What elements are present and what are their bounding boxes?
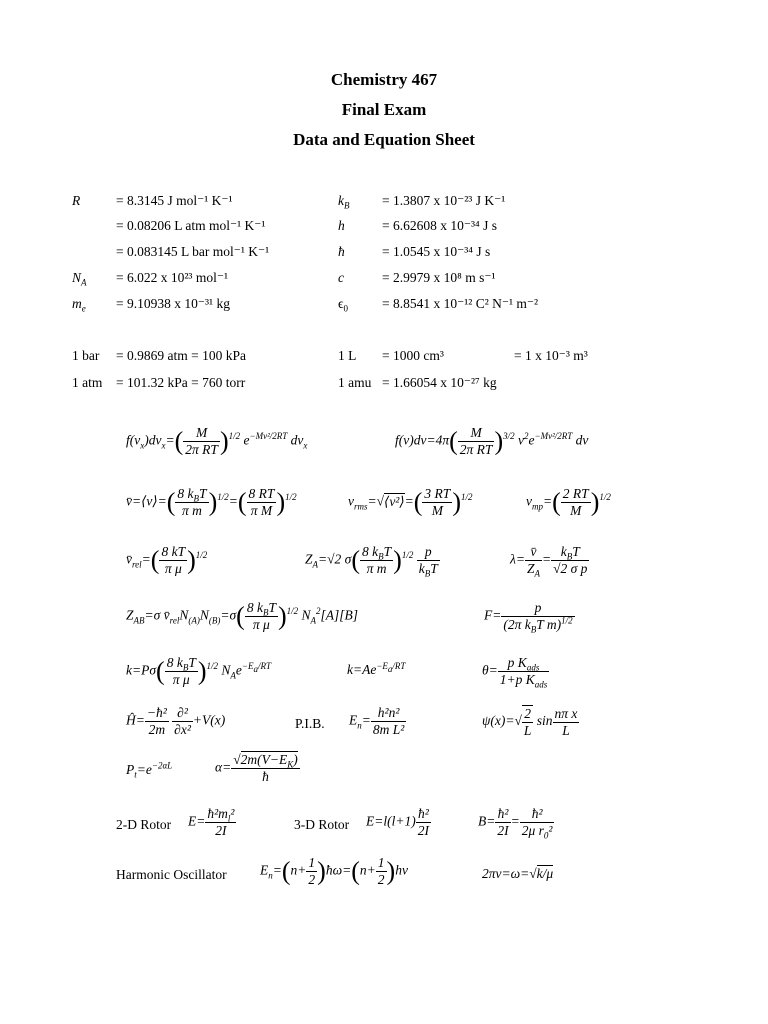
value-bar: = 0.9869 atm = 100 kPa: [116, 348, 246, 363]
label-2d-rotor: 2-D Rotor: [116, 817, 172, 832]
value-R-bar: = 0.083145 L bar mol⁻¹ K⁻¹: [116, 244, 270, 259]
eq-hamiltonian: Ĥ= $\frac{\text{−ħ²}}{2m}$ $\frac{\text{∂²}}{\text{∂x²}}$ +V(x): [126, 705, 226, 737]
value-amu: = 1.66054 x 10⁻²⁷ kg: [382, 375, 497, 390]
eq-collision-freq: $Z_A=√2$ σ( $\frac{8 k_BT}{\text{π m}}$ )$^{1/2}$ $\frac{p}{k_BT}$: [305, 544, 438, 579]
eq-langmuir: θ= $\frac{p K_{ads}}{1+p K_{ads}}$: [482, 655, 548, 690]
eq-relative-speed: $v̄_{rel}=$( $\frac{8 kT}{\text{π μ}}$ )$^{1/2}$: [126, 544, 208, 576]
eq-flux: F= $\frac{p}{(2\pi k_BT m)^{1/2}}$: [484, 600, 573, 635]
eq-3d-rotor: E=l(l+1) $\frac{\text{ħ²}}{2I}$: [366, 806, 429, 838]
value-atm: = 101.32 kPa = 760 torr: [116, 375, 246, 390]
eq-pib-energy: $E_n=$ $\frac{\text{h²n²}}{\text{8m L²}}$: [349, 705, 405, 737]
eq-tunneling: $P_t=e^{-2\alpha L}$: [126, 760, 173, 780]
value-eps0: = 8.8541 x 10⁻¹² C² N⁻¹ m⁻²: [382, 296, 539, 311]
label-harmonic-oscillator: Harmonic Oscillator: [116, 867, 227, 882]
eq-pib-wavefunction: ψ(x)=√ $\frac{2}{L}$ sin $\frac{\text{nπ x}}{L}$: [482, 705, 578, 738]
label-3d-rotor: 3-D Rotor: [294, 817, 350, 832]
value-kB: = 1.3807 x 10⁻²³ J K⁻¹: [382, 193, 506, 208]
value-liter-cm3: = 1000 cm³: [382, 348, 444, 363]
symbol-me: $m_e$: [72, 296, 86, 314]
eq-maxwell-3d: f(v)dv=4π( $\frac{M}{\text{2π RT}}$ )$^{3/2}$ $v^2e^{-Mv^2/2RT}$ dv: [395, 425, 589, 457]
symbol-c: c: [338, 270, 344, 285]
symbol-R: R: [72, 193, 81, 208]
sheet-title: Data and Equation Sheet: [293, 130, 475, 149]
value-hbar: = 1.0545 x 10⁻³⁴ J s: [382, 244, 491, 259]
value-R-joule: = 8.3145 J mol⁻¹ K⁻¹: [116, 193, 233, 208]
eq-2d-rotor: E= $\frac{ħ^2m_l^2}{2I}$: [188, 806, 235, 838]
symbol-h: h: [338, 218, 345, 233]
value-c: = 2.9979 x 10⁸ m s⁻¹: [382, 270, 496, 285]
exam-title: Final Exam: [341, 100, 427, 119]
value-liter-m3: = 1 x 10⁻³ m³: [514, 348, 588, 363]
symbol-kB: $k_B$: [338, 193, 350, 211]
eq-rotational-constant: B= $\frac{\text{ħ²}}{2I}$ = $\frac{\text{ħ²}}{2\mu r_0^2}$: [478, 806, 553, 841]
value-h: = 6.62608 x 10⁻³⁴ J s: [382, 218, 498, 233]
eq-collision-density: $Z_{AB}=\sigma$ $v̄_{rel}N_{(A)}N_{(B)}=\sigma$( $\frac{8 k_BT}{\text{π μ}}$ )$^{1/2}$ $N_A^2[A][B]$: [126, 600, 359, 632]
value-NA: = 6.022 x 10²³ mol⁻¹: [116, 270, 229, 285]
eq-mp-speed: $v_{mp}=$( $\frac{2 RT}{M}$ )$^{1/2}$: [526, 486, 611, 518]
value-R-atm: = 0.08206 L atm mol⁻¹ K⁻¹: [116, 218, 266, 233]
eq-mean-free-path: λ= $\frac{v̄}{Z_A}$ = $\frac{k_BT}{\text{√2 σ p}}$: [510, 544, 588, 579]
course-title: Chemistry 467: [330, 70, 438, 89]
label-atm: 1 atm: [72, 375, 103, 390]
symbol-eps0: $\epsilon_0$: [338, 296, 348, 314]
eq-ho-energy: $E_n=(n+$ $\frac{1}{2}$ )ħω=(n+ $\frac{1}{2}$ )hν: [260, 855, 408, 887]
label-pib: P.I.B.: [295, 716, 325, 731]
eq-collision-rate-constant: k=Pσ( $\frac{8 k_BT}{\text{π μ}}$ )$^{1/2}$ $N_Ae^{-E_a/RT}$: [126, 655, 271, 687]
eq-alpha: α= $\frac{√2m(V-E_K)}{ħ}$: [215, 752, 298, 784]
label-liter: 1 L: [338, 348, 357, 363]
eq-ho-frequency: 2πν=ω=√k/μ: [482, 866, 554, 881]
label-amu: 1 amu: [338, 375, 372, 390]
symbol-NA: $N_A$: [72, 270, 87, 288]
eq-arrhenius: $k=Ae^{-E_a/RT}$: [347, 660, 406, 677]
label-bar: 1 bar: [72, 348, 100, 363]
eq-maxwell-1d: $f(v_x)dv_x=$( $\frac{M}{\text{2π RT}}$ )$^{1/2}$ $e^{-Mv^2/2RT}$ $dv_x$: [126, 425, 308, 457]
value-me: = 9.10938 x 10⁻³¹ kg: [116, 296, 230, 311]
eq-rms-speed: $v_{rms}=√⟨v^2⟩=$( $\frac{3 RT}{M}$ )$^{1/2}$: [348, 486, 473, 518]
eq-mean-speed: v̄=⟨v⟩=( $\frac{8 k_BT}{\text{π m}}$ )$^{1/2}$=( $\frac{8 RT}{\text{π M}}$ )$^{1/2}$: [126, 486, 297, 518]
symbol-hbar: ħ: [338, 244, 345, 259]
